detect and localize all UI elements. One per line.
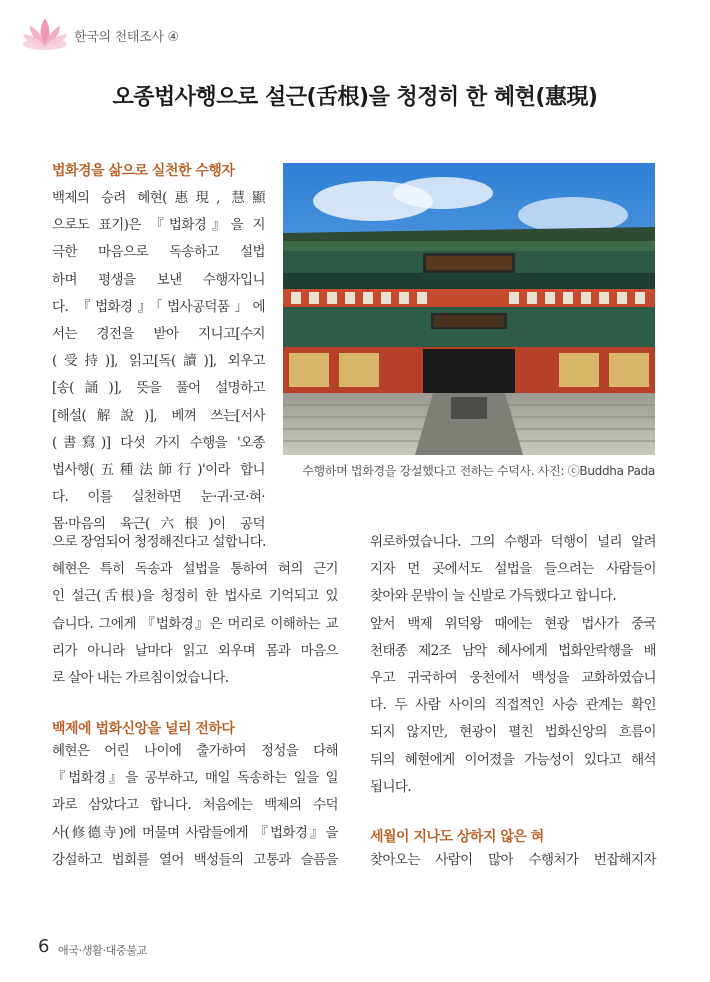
lotus-icon — [22, 14, 68, 54]
text-line: [해설(解說)], 베껴 쓰는[서사 — [52, 407, 265, 424]
section1-wide-text — [52, 529, 338, 692]
text-line: 되지 않지만, 현광이 펼친 법화신앙의 흐름이 — [370, 724, 656, 741]
text-line: 과로 삼았다고 합니다. 처음에는 백제의 수덕 — [52, 797, 338, 814]
text-line: 로 살아 내는 가르침이었습니다. — [52, 670, 229, 687]
text-line: 극한 마음으로 독송하고 설법 — [52, 244, 265, 261]
text-line: 지자 먼 곳에서도 설법을 들으려는 사람들이 — [370, 561, 656, 578]
text-line: 천태종 제2조 남악 혜사에게 법화안락행을 배 — [370, 642, 656, 659]
section-heading-1: 법화경을 삶으로 실천한 수행자 — [52, 163, 235, 179]
text-line: 강설하고 법회를 열어 백성들의 고통과 슬픔을 — [52, 851, 338, 868]
text-line: 으로 장엄되어 청정해진다고 설합니다. — [52, 534, 266, 550]
publication-name: 애국·생활·대중불교 — [58, 944, 148, 957]
text-line: 됩니다. — [370, 778, 412, 795]
section-heading-2: 백제에 법화신앙을 널리 전하다 — [52, 721, 235, 737]
text-line: 습니다. 그에게 『법화경』은 머리로 이해하는 교 — [52, 615, 338, 632]
article-title: 오종법사행으로 설근(舌根)을 청정히 한 혜현(惠現) — [112, 85, 598, 110]
text-line: 법사행(五種法師行)'이라 합니 — [52, 462, 265, 479]
text-line: 사(修德寺)에 머물며 사람들에게 『법화경』을 — [52, 824, 338, 841]
text-line: 뒤의 혜현에게 이어졌을 가능성이 있다고 해석 — [370, 751, 656, 768]
text-line: (受持)], 읽고[독(讀)], 외우고 — [52, 353, 265, 370]
section-heading-3: 세월이 지나도 상하지 않은 혀 — [370, 829, 544, 845]
text-line: 찾아오는 사람이 많아 수행처가 번잡해지자 — [370, 852, 656, 868]
text-line: 찾아와 문밖이 늘 신발로 가득했다고 합니다. — [370, 588, 617, 605]
text-line: 리가 아니라 날마다 읽고 외우며 몸과 마음으 — [52, 642, 338, 659]
text-line: (書寫)] 다섯 가지 수행을 '오종 — [52, 434, 265, 451]
text-line: 혜현은 어린 나이에 출가하여 정성을 다해 — [52, 743, 338, 759]
text-line: 앞서 백제 위덕왕 때에는 현광 법사가 중국 — [370, 615, 656, 632]
text-line: 다. 이를 실천하면 눈·귀·코·혀· — [52, 489, 265, 506]
series-title: 한국의 천태조사 ④ — [74, 30, 179, 45]
text-line: 다. 『법화경』「법사공덕품」에 — [52, 298, 265, 315]
text-line: 우고 귀국하여 웅천에서 백성을 교화하였습니 — [370, 670, 656, 687]
section2-left-text — [52, 738, 338, 874]
text-line: 혜현은 특히 독송과 설법을 통하여 혀의 근기 — [52, 561, 338, 578]
text-line: 인 설근(舌根)을 청정히 한 법사로 기억되고 있 — [52, 588, 338, 605]
temple-photo-illustration — [283, 163, 655, 455]
page-number: 6 — [38, 936, 50, 957]
section2-right-text — [370, 529, 656, 801]
text-line: 하며 평생을 보낸 수행자입니 — [52, 271, 265, 288]
page-header — [22, 14, 322, 56]
text-line: 『법화경』을 공부하고, 매일 독송하는 일을 일 — [52, 770, 338, 787]
section3-text — [370, 847, 656, 874]
text-line: 몸·마음의 육근(六根)이 공덕 — [52, 516, 265, 533]
text-line: [송(誦)], 뜻을 풀어 설명하고 — [52, 380, 265, 397]
temple-photo — [283, 163, 655, 455]
section1-narrow-text — [52, 185, 265, 539]
text-line: 위로하였습니다. 그의 수행과 덕행이 널리 알려 — [370, 534, 656, 550]
text-line: 다. 두 사람 사이의 직접적인 사승 관계는 확인 — [370, 697, 656, 714]
text-line: 서는 경전을 받아 지니고[수지 — [52, 326, 265, 343]
photo-caption: 수행하며 법화경을 강설했다고 전하는 수덕사. 사진: ⓒBuddha Pada — [302, 464, 655, 478]
text-line: 으로도 표기)은 『법화경』을 지 — [52, 217, 265, 234]
text-line: 백제의 승려 혜현(惠現, 慧顯 — [52, 190, 265, 206]
